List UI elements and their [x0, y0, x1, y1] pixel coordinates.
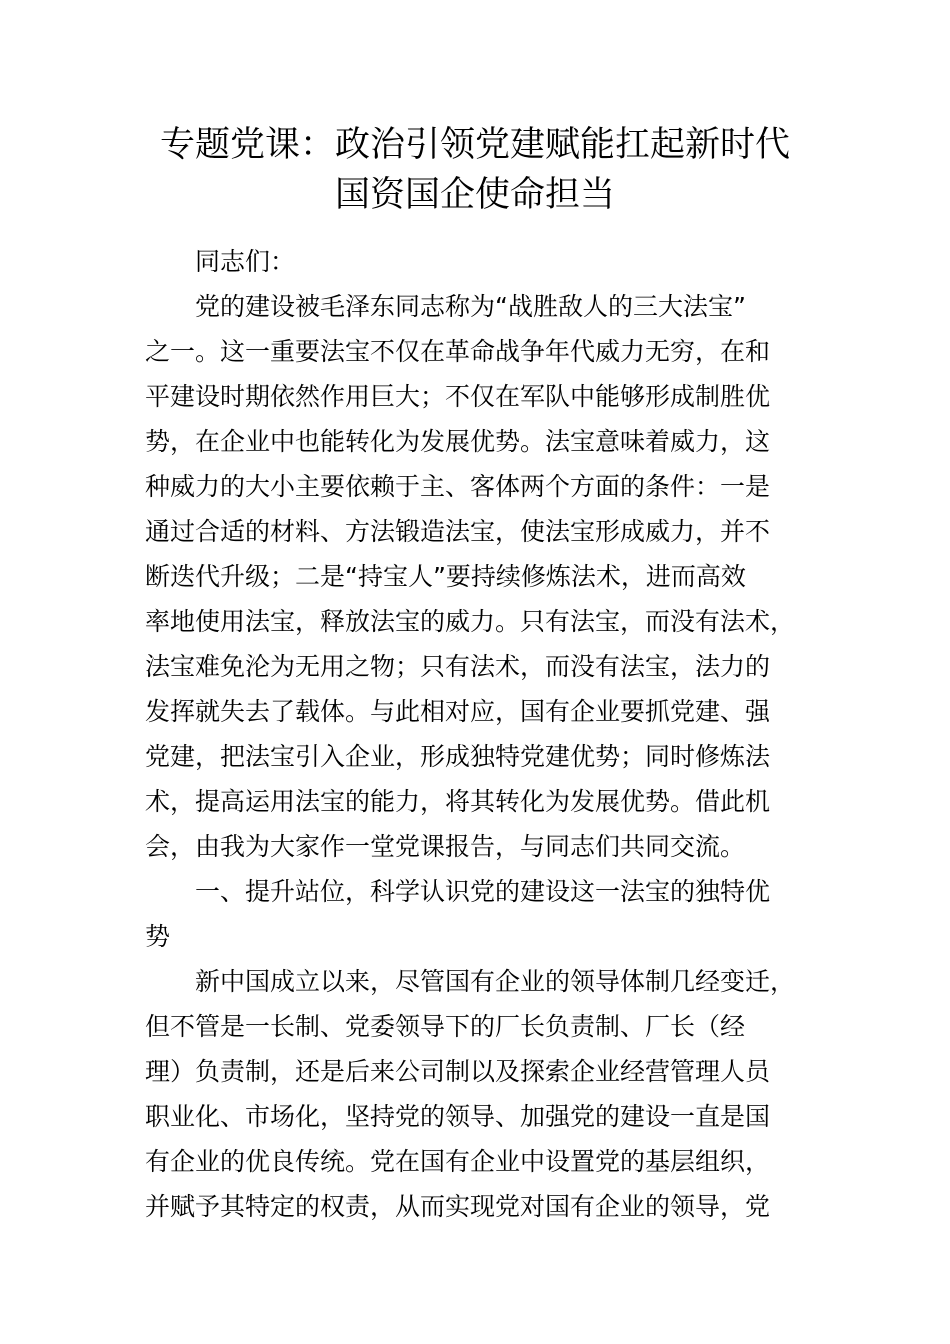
body-line: 党的建设被毛泽东同志称为“战胜敌人的三大法宝” — [195, 292, 746, 321]
body-line: 新中国成立以来，尽管国有企业的领导体制几经变迁， — [195, 967, 796, 996]
body-line: 势，在企业中也能转化为发展优势。法宝意味着威力，这 — [145, 427, 771, 456]
body-line: 断迭代升级；二是“持宝人”要持续修炼法术，进而高效 — [145, 562, 746, 591]
body-line: 通过合适的材料、方法锻造法宝，使法宝形成威力，并不 — [145, 517, 771, 546]
body-line: 之一。这一重要法宝不仅在革命战争年代威力无穷，在和 — [145, 337, 771, 366]
body-line: 理）负责制，还是后来公司制以及探索企业经营管理人员 — [145, 1057, 771, 1086]
body-line: 党建，把法宝引入企业，形成独特党建优势；同时修炼法 — [145, 742, 771, 771]
body-line: 平建设时期依然作用巨大；不仅在军队中能够形成制胜优 — [145, 382, 771, 411]
body-line: 会，由我为大家作一堂党课报告，与同志们共同交流。 — [145, 832, 746, 861]
body-line: 率地使用法宝，释放法宝的威力。只有法宝，而没有法术， — [145, 607, 796, 636]
body-line: 职业化、市场化，坚持党的领导、加强党的建设一直是国 — [145, 1102, 771, 1131]
body-line: 术，提高运用法宝的能力，将其转化为发展优势。借此机 — [145, 787, 771, 816]
title-line: 国资国企使命担当 — [334, 175, 615, 215]
body-line: 发挥就失去了载体。与此相对应，国有企业要抓党建、强 — [145, 697, 771, 726]
body-line: 势 — [145, 922, 171, 951]
document-body — [145, 239, 835, 1229]
body-line: 同志们： — [195, 247, 296, 276]
body-line: 并赋予其特定的权责，从而实现党对国有企业的领导，党 — [145, 1192, 771, 1221]
body-line: 有企业的优良传统。党在国有企业中设置党的基层组织， — [145, 1147, 771, 1176]
body-line: 法宝难免沦为无用之物；只有法术，而没有法宝，法力的 — [145, 652, 771, 681]
body-line: 一、提升站位，科学认识党的建设这一法宝的独特优 — [195, 877, 771, 906]
body-line: 但不管是一长制、党委领导下的厂长负责制、厂长（经 — [145, 1012, 746, 1041]
title-line: 专题党课：政治引领党建赋能扛起新时代 — [159, 125, 790, 165]
body-line: 种威力的大小主要依赖于主、客体两个方面的条件：一是 — [145, 472, 771, 501]
document-title — [100, 120, 850, 220]
